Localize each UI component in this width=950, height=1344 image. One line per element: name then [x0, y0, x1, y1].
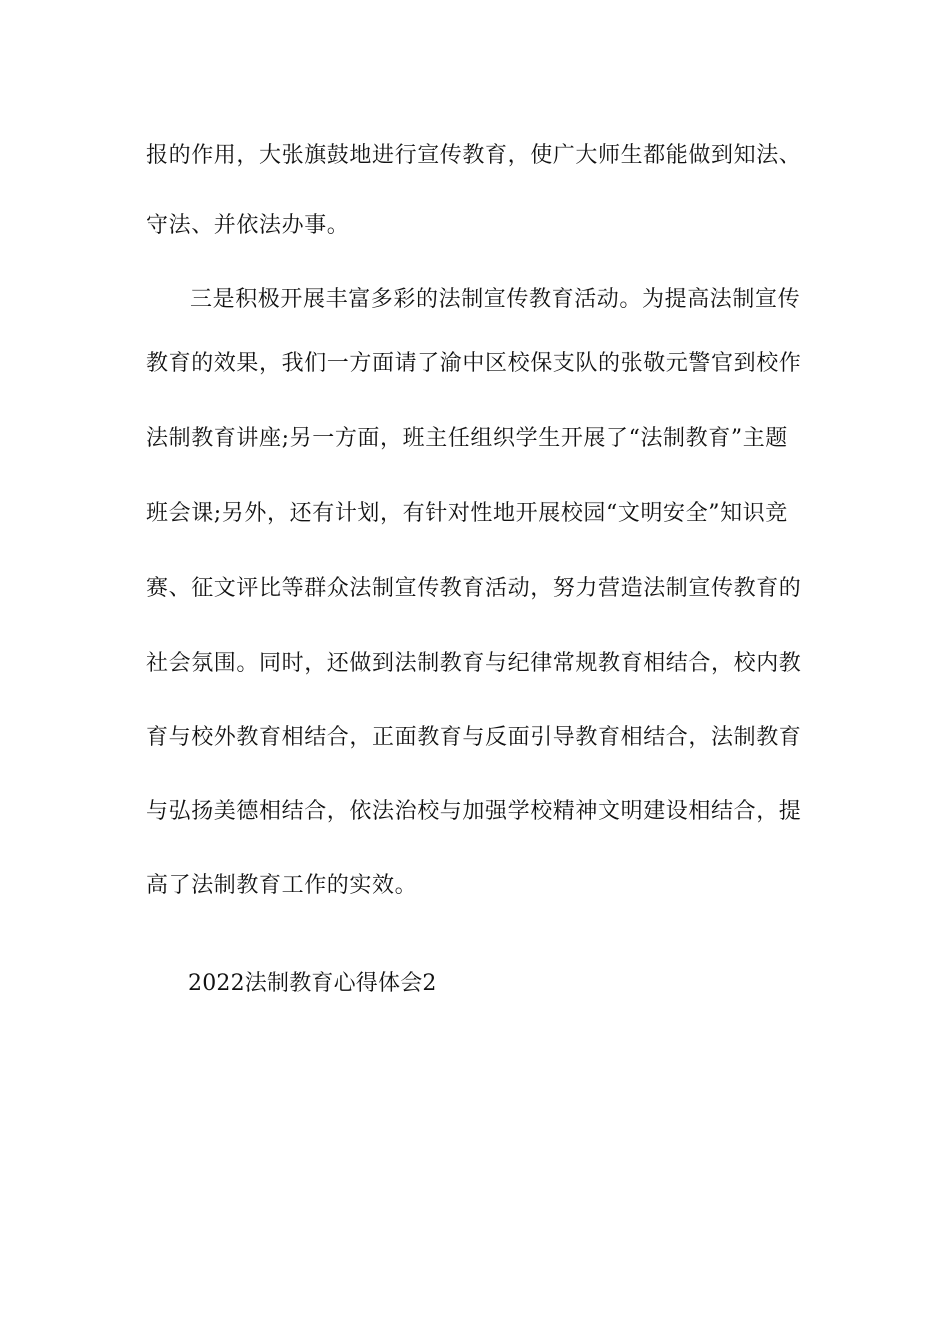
paragraph-1-line-1: 报的作用，大张旗鼓地进行宣传教育，使广大师生都能做到知法、 [146, 143, 802, 168]
paragraph-2-line-8: 与弘扬美德相结合，依法治校与加强学校精神文明建设相结合，提 [146, 799, 802, 824]
paragraph-2-line-5: 赛、征文评比等群众法制宣传教育活动，努力营造法制宣传教育的 [146, 576, 802, 601]
paragraph-2-line-1: 三是积极开展丰富多彩的法制宣传教育活动。为提高法制宣传 [190, 287, 801, 312]
paragraph-2-line-9: 高了法制教育工作的实效。 [146, 873, 418, 898]
paragraph-2-line-4: 班会课;另外，还有计划，有针对性地开展校园“文明安全”知识竞 [146, 501, 788, 526]
paragraph-1-line-2: 守法、并依法办事。 [146, 213, 350, 238]
paragraph-2-line-7: 育与校外教育相结合，正面教育与反面引导教育相结合，法制教育 [146, 725, 802, 750]
section-heading: 2022法制教育心得体会2 [188, 971, 437, 996]
paragraph-2-line-2: 教育的效果，我们一方面请了渝中区校保支队的张敬元警官到校作 [146, 351, 802, 376]
paragraph-2-line-6: 社会氛围。同时，还做到法制教育与纪律常规教育相结合，校内教 [146, 651, 802, 676]
paragraph-2-line-3: 法制教育讲座;另一方面，班主任组织学生开展了“法制教育”主题 [146, 426, 788, 451]
